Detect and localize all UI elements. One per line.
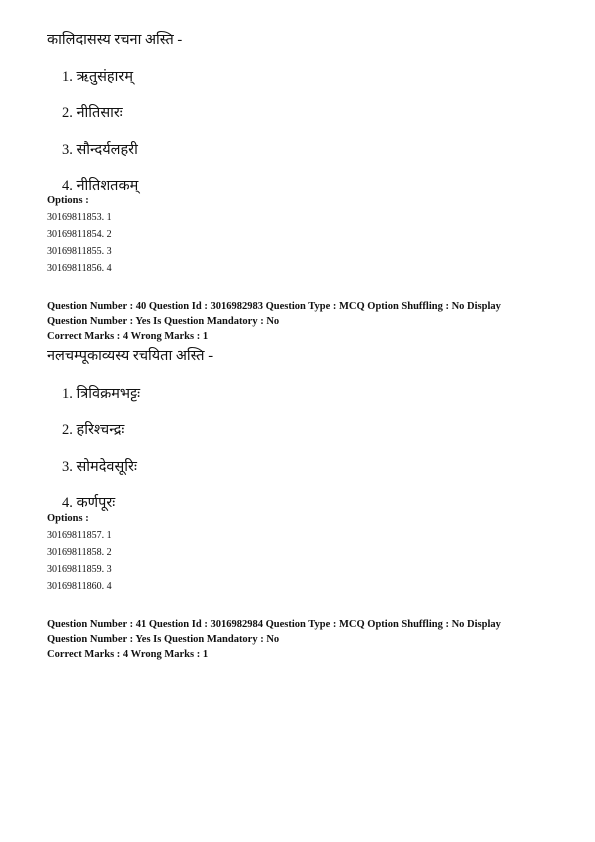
q40-choice-2: 2. हरिश्चन्द्रः [62,422,125,438]
q40-option-id-1: 30169811857. 1 [47,530,112,541]
q39-option-id-3: 30169811855. 3 [47,246,112,257]
q40-header-line2: Question Number : Yes Is Question Mandatory : No [47,316,280,327]
q39-choice-2: 2. नीतिसारः [62,105,123,121]
q40-option-id-3: 30169811859. 3 [47,564,112,575]
q39-options-label: Options : [47,195,89,206]
q41-header-line2: Question Number : Yes Is Question Mandatory : No [47,634,280,645]
q39-option-id-1: 30169811853. 1 [47,212,112,223]
q40-choice-1: 1. त्रिविक्रमभट्टः [62,386,141,402]
q39-choice-3: 3. सौन्दर्यलहरी [62,142,138,158]
q40-choice-3: 3. सोमदेवसूरिः [62,459,137,475]
q40-stem: नलचम्पूकाव्यस्य रचयिता अस्ति - [47,348,214,364]
q40-option-id-4: 30169811860. 4 [47,581,112,592]
q39-option-id-4: 30169811856. 4 [47,263,112,274]
q39-choice-4: 4. नीतिशतकम् [62,178,139,194]
q40-marks: Correct Marks : 4 Wrong Marks : 1 [47,331,209,342]
q41-header-line1: Question Number : 41 Question Id : 3016982984 Question Type : MCQ Option Shuffling : No Display [47,619,501,630]
q41-marks: Correct Marks : 4 Wrong Marks : 1 [47,649,209,660]
q40-choice-4: 4. कर्णपूरः [62,495,116,511]
q39-stem: कालिदासस्य रचना अस्ति - [47,32,183,48]
q40-option-id-2: 30169811858. 2 [47,547,112,558]
q40-options-label: Options : [47,513,89,524]
q39-option-id-2: 30169811854. 2 [47,229,112,240]
q39-choice-1: 1. ऋतुसंहारम् [62,69,133,85]
q40-header-line1: Question Number : 40 Question Id : 3016982983 Question Type : MCQ Option Shuffling : No Display [47,301,501,312]
